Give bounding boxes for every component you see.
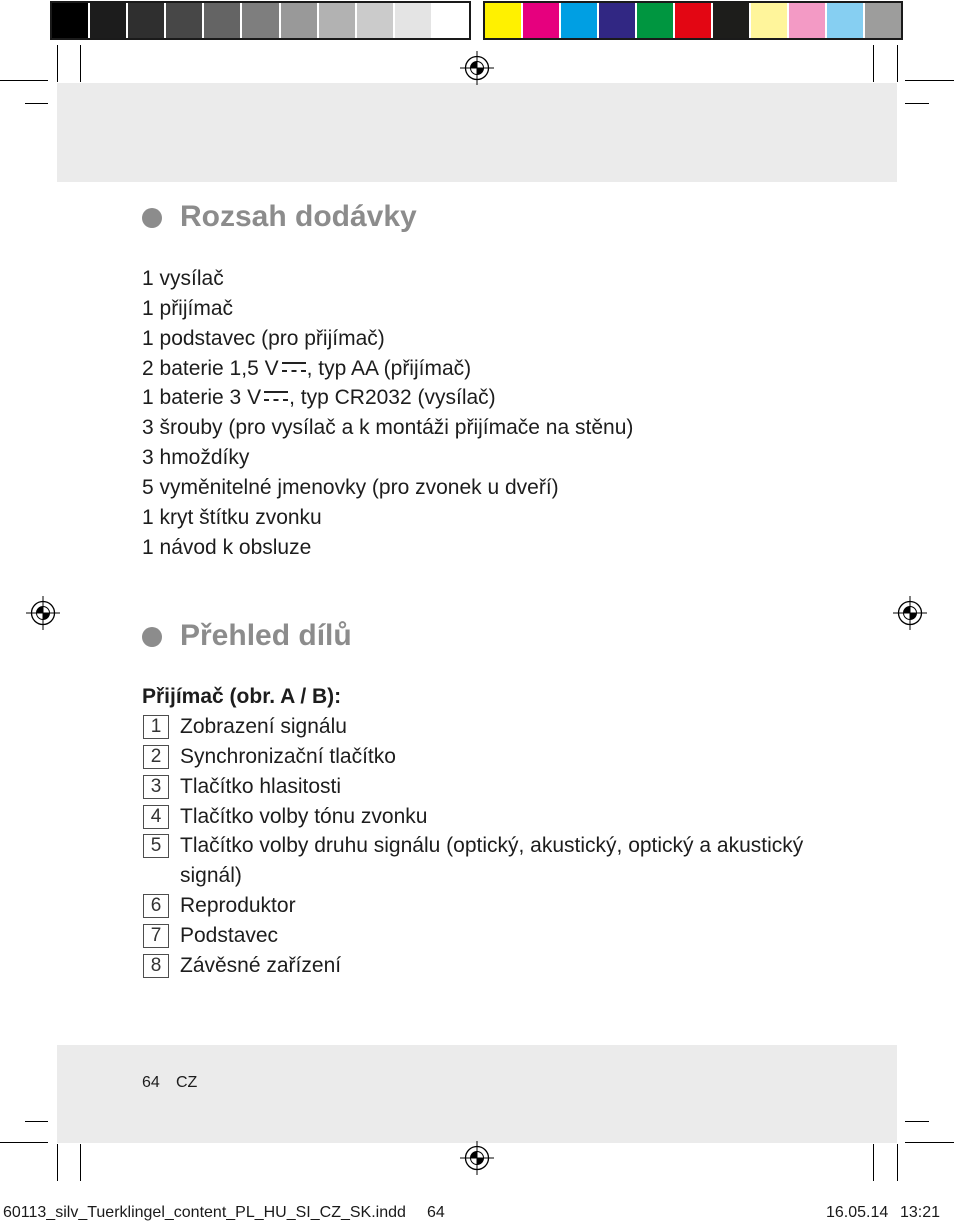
crop-mark — [905, 80, 954, 81]
dc-symbol-icon — [282, 362, 306, 372]
color-swatch — [523, 3, 559, 38]
dc-solid-line — [282, 362, 306, 364]
part-number: 2 — [143, 745, 169, 769]
crop-mark — [80, 1144, 81, 1181]
part-number: 4 — [143, 805, 169, 829]
crop-mark — [0, 80, 48, 81]
page-language: CZ — [176, 1074, 198, 1091]
color-swatch — [599, 3, 635, 38]
registration-mark — [459, 1140, 495, 1176]
crop-mark — [873, 1144, 874, 1181]
color-bar-grayscale — [50, 1, 471, 40]
receiver-subheading: Přijímač (obr. A / B): — [142, 685, 342, 708]
color-swatch — [713, 3, 749, 38]
delivery-item: 5 vyměnitelné jmenovky (pro zvonek u dveří) — [142, 475, 559, 499]
color-swatch — [675, 3, 711, 38]
delivery-item: 1 přijímač — [142, 296, 234, 320]
crop-mark — [25, 1121, 48, 1122]
slug-date: 16.05.14 — [826, 1204, 889, 1221]
color-swatch — [637, 3, 673, 38]
color-swatch — [128, 3, 164, 38]
delivery-item: 1 podstavec (pro přijímač) — [142, 326, 385, 350]
part-number: 3 — [143, 775, 169, 799]
delivery-item — [142, 354, 842, 384]
print-band-bottom — [57, 1045, 897, 1143]
part-item — [142, 772, 830, 802]
color-swatch — [204, 3, 240, 38]
crop-mark — [905, 1142, 954, 1143]
crop-mark — [897, 45, 898, 82]
slug-page: 64 — [427, 1204, 445, 1221]
registration-mark — [459, 50, 495, 86]
part-item — [142, 802, 830, 832]
color-swatch — [751, 3, 787, 38]
part-number: 5 — [143, 834, 169, 858]
color-swatch — [865, 3, 901, 38]
delivery-item-text: 1 baterie 3 V — [142, 386, 262, 410]
part-number: 8 — [143, 954, 169, 978]
part-label: Synchronizační tlačítko — [180, 744, 396, 768]
crop-mark — [80, 45, 81, 82]
part-label: Podstavec — [180, 923, 279, 947]
part-label: Tlačítko volby tónu zvonku — [180, 804, 428, 828]
color-swatch — [52, 3, 88, 38]
part-item — [142, 831, 830, 891]
dc-dashed-line — [264, 399, 288, 401]
color-swatch — [319, 3, 355, 38]
registration-mark — [892, 595, 928, 631]
color-swatch — [281, 3, 317, 38]
color-swatch — [827, 3, 863, 38]
section-bullet-icon — [142, 627, 162, 647]
color-bar-process — [483, 1, 903, 40]
crop-mark — [905, 103, 929, 104]
parts-list — [142, 712, 830, 981]
crop-mark — [25, 103, 48, 104]
color-swatch — [395, 3, 431, 38]
part-label: Tlačítko hlasitosti — [180, 774, 342, 798]
crop-mark — [897, 1144, 898, 1181]
part-number: 1 — [143, 715, 169, 739]
crop-mark — [0, 1142, 48, 1143]
delivery-item: 3 hmoždíky — [142, 446, 250, 470]
delivery-item: 1 vysílač — [142, 267, 224, 290]
crop-mark — [57, 45, 58, 82]
registration-mark — [25, 595, 61, 631]
section-title-delivery: Rozsah dodávky — [180, 200, 417, 233]
dc-symbol-icon — [264, 391, 288, 401]
delivery-item-text: 2 baterie 1,5 V — [142, 356, 279, 380]
slug-time: 13:21 — [900, 1204, 941, 1221]
color-swatch — [90, 3, 126, 38]
color-swatch — [485, 3, 521, 38]
crop-mark — [905, 1121, 929, 1122]
part-label: Závěsné zařízení — [180, 953, 342, 977]
color-swatch — [561, 3, 597, 38]
part-label: Zobrazení signálu — [180, 715, 347, 738]
part-item — [142, 921, 830, 951]
color-swatch — [357, 3, 393, 38]
part-label: Tlačítko volby druhu signálu (optický, akustický, optický a akustický signál) — [180, 834, 804, 888]
delivery-item: 1 návod k obsluze — [142, 535, 312, 559]
part-item — [142, 891, 830, 921]
part-number: 6 — [143, 894, 169, 918]
section-bullet-icon — [142, 208, 162, 228]
dc-solid-line — [264, 391, 288, 393]
delivery-item-text: , typ AA (přijímač) — [306, 356, 472, 380]
section-title-overview: Přehled dílů — [180, 619, 352, 652]
part-item — [142, 742, 830, 772]
color-swatch — [433, 3, 469, 38]
part-item — [142, 712, 830, 742]
delivery-item-text: , typ CR2032 (vysílač) — [289, 386, 496, 410]
slug-filename: 60113_silv_Tuerklingel_content_PL_HU_SI_CZ_SK.indd — [3, 1204, 406, 1221]
color-swatch — [789, 3, 825, 38]
delivery-list — [142, 264, 842, 562]
delivery-item: 3 šrouby (pro vysílač a k montáži přijímače na stěnu) — [142, 416, 634, 440]
part-number: 7 — [143, 924, 169, 948]
delivery-item: 1 kryt štítku zvonku — [142, 505, 322, 529]
color-swatch — [242, 3, 278, 38]
page-number: 64 — [142, 1074, 160, 1091]
crop-mark — [873, 45, 874, 82]
dc-dashed-line — [282, 370, 306, 372]
part-label: Reproduktor — [180, 894, 296, 918]
color-swatch — [166, 3, 202, 38]
crop-mark — [57, 1144, 58, 1181]
print-band-top — [57, 83, 897, 182]
delivery-item — [142, 383, 842, 413]
part-item — [142, 951, 830, 981]
